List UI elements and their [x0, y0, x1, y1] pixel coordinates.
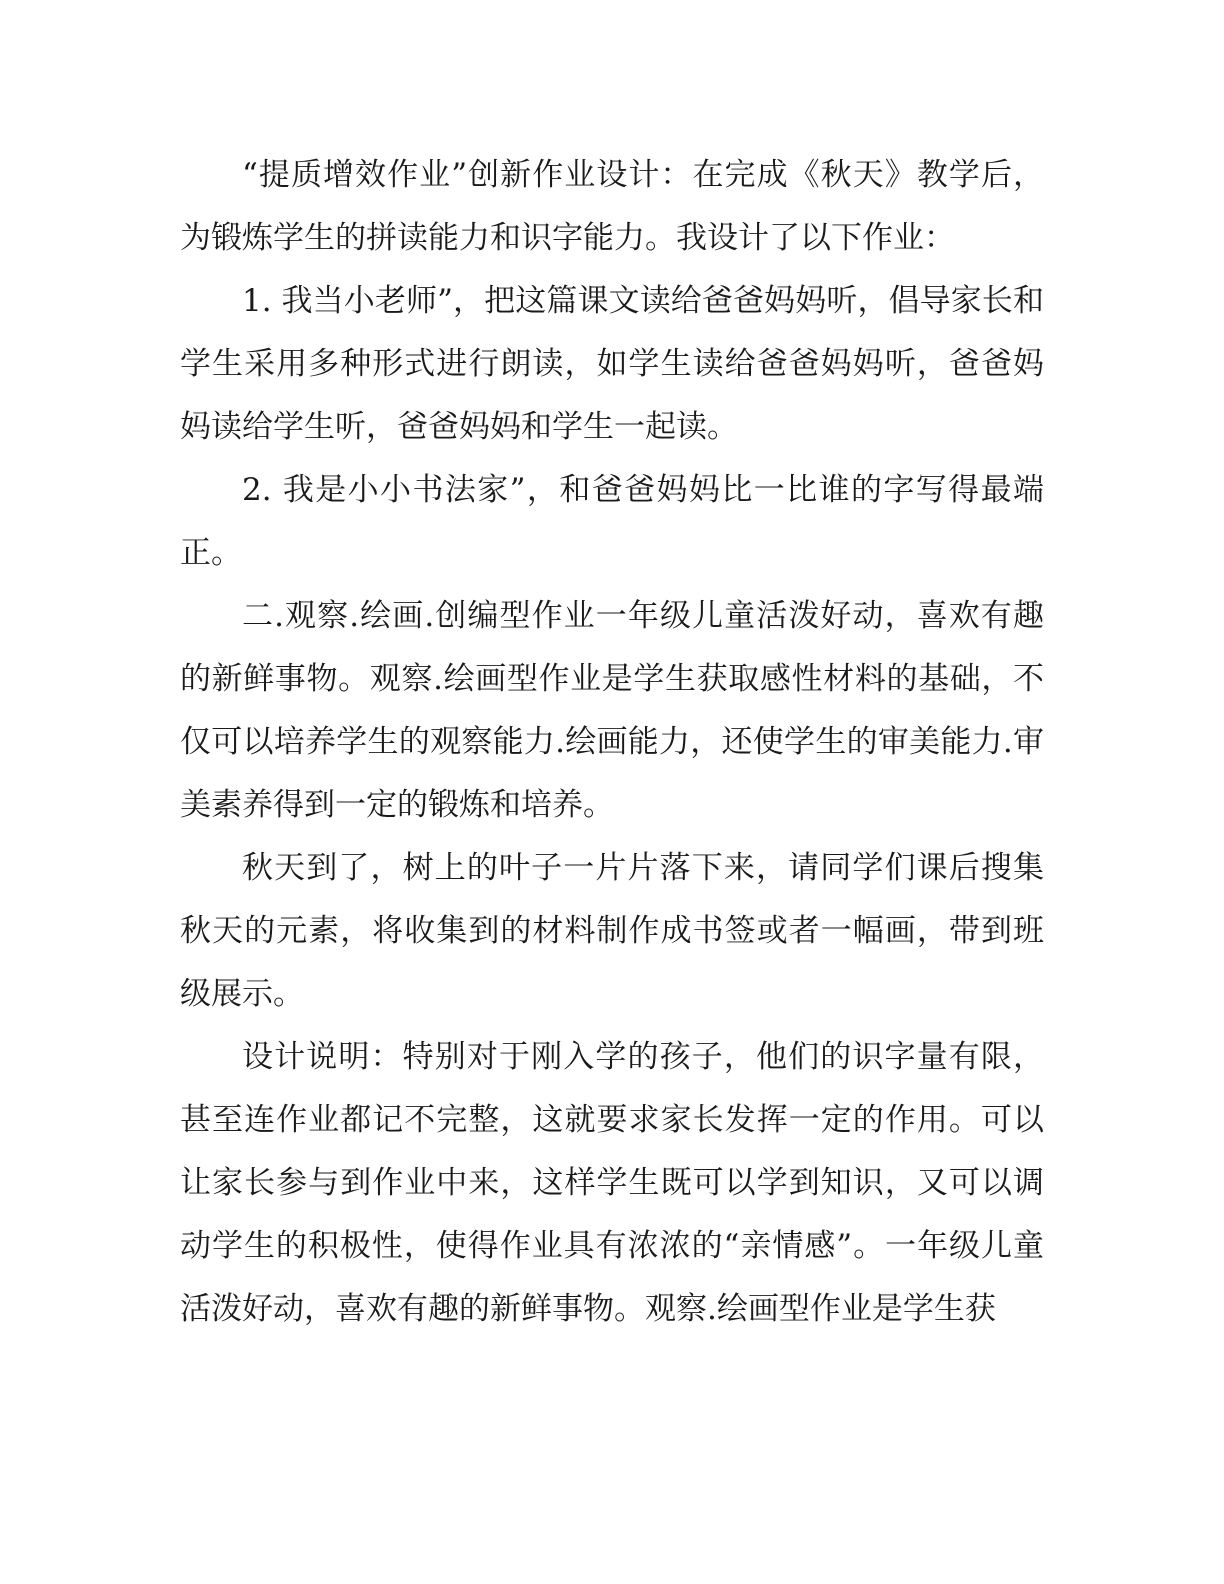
- paragraph-little-teacher: 1. 我当小老师”，把这篇课文读给爸爸妈妈听，倡导家长和学生采用多种形式进行朗读，如学生读给爸爸妈妈听，爸爸妈妈读给学生听，爸爸妈妈和学生一起读。: [180, 283, 1044, 445]
- paragraph-design-notes: 设计说明：特别对于刚入学的孩子，他们的识字量有限，甚至连作业都记不完整，这就要求家长发挥一定的作用。可以让家长参与到作业中来，这样学生既可以学到知识，又可以调动学生的积极性，使得作业具有浓浓的“亲情感”。一年级儿童活泼好动，喜欢有趣的新鲜事物。观察.绘画型作业是学生获: [180, 1039, 1044, 1327]
- document-body: [180, 144, 1044, 1341]
- paragraph-autumn-task: 秋天到了，树上的叶子一片片落下来，请同学们课后搜集秋天的元素，将收集到的材料制作成书签或者一幅画，带到班级展示。: [180, 850, 1044, 1012]
- paragraph-observe-draw: 二.观察.绘画.创编型作业一年级儿童活泼好动，喜欢有趣的新鲜事物。观察.绘画型作业是学生获取感性材料的基础，不仅可以培养学生的观察能力.绘画能力，还使学生的审美能力.审美素养得到一定的锻炼和培养。: [180, 598, 1044, 823]
- paragraph-calligrapher: 2. 我是小小书法家”，和爸爸妈妈比一比谁的字写得最端正。: [180, 472, 1044, 571]
- paragraph-homework-intro: “提质增效作业”创新作业设计：在完成《秋天》教学后，为锻炼学生的拼读能力和识字能力。我设计了以下作业：: [180, 157, 1044, 256]
